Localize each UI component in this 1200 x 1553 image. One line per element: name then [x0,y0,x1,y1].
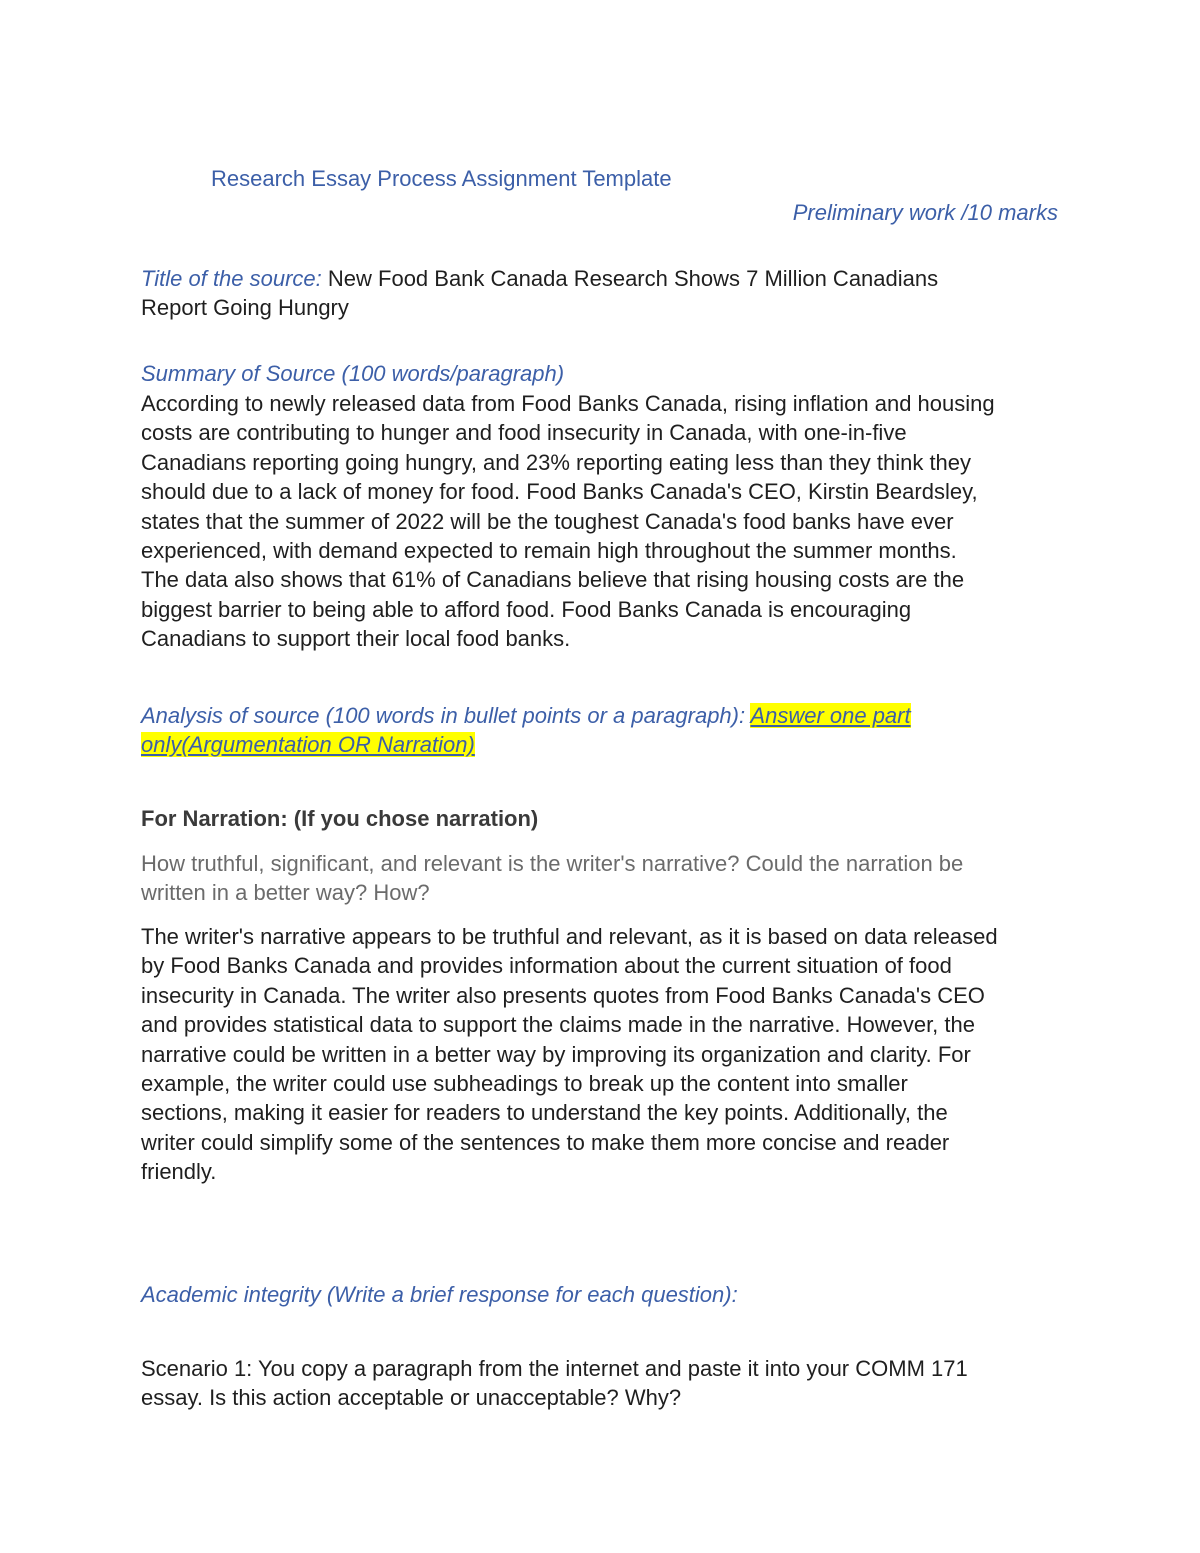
analysis-heading-line2 [141,730,475,759]
source-title-value: New Food Bank Canada Research Shows 7 Million Canadians [321,266,939,291]
document-title: Research Essay Process Assignment Template [211,166,672,191]
narration-question-line2: written in a better way? How? [141,880,430,905]
summary-line: costs are contributing to hunger and food insecurity in Canada, with one-in-five [141,420,907,446]
summary-line: should due to a lack of money for food. Food Banks Canada's CEO, Kirstin Beardsley, [141,479,978,505]
summary-line: biggest barrier to being able to afford food. Food Banks Canada is encouraging [141,596,912,622]
narration-answer-line: writer could simplify some of the sentences to make them more concise and reader [141,1129,950,1155]
narration-question-line1: How truthful, significant, and relevant is the writer's narrative? Could the narration be [141,851,964,876]
narration-answer-line: The writer's narrative appears to be truthful and relevant, as it is based on data released [141,924,998,949]
analysis-highlight-1: Answer one part [750,703,911,728]
source-title-line [141,264,938,293]
analysis-heading: Analysis of source (100 words in bullet points or a paragraph): [141,703,746,728]
summary-line: Canadians reporting going hungry, and 23% reporting eating less than they think they [141,449,972,475]
marks-label: Preliminary work /10 marks [792,200,1058,225]
scenario1-line1: Scenario 1: You copy a paragraph from the internet and paste it into your COMM 171 [141,1356,968,1381]
summary-line: states that the summer of 2022 will be the toughest Canada's food banks have ever [141,508,954,534]
summary-line: Canadians to support their local food banks. [141,626,571,652]
analysis-heading-line [141,701,911,730]
summary-line: experienced, with demand expected to remain high throughout the summer months. [141,538,957,564]
narration-answer-line: insecurity in Canada. The writer also presents quotes from Food Banks Canada's CEO [141,982,985,1008]
source-title-label: Title of the source: [141,266,322,291]
scenario1-line2: essay. Is this action acceptable or unacceptable? Why? [141,1385,682,1410]
narration-answer-paragraph [141,922,1071,1187]
narration-answer-line: by Food Banks Canada and provides information about the current situation of food [141,953,952,979]
narration-answer-line: narrative could be written in a better way by improving its organization and clarity. For [141,1041,971,1067]
summary-paragraph [141,389,1071,654]
summary-line: The data also shows that 61% of Canadians believe that rising housing costs are the [141,567,965,593]
integrity-heading: Academic integrity (Write a brief response for each question): [141,1282,738,1307]
summary-line: According to newly released data from Food Banks Canada, rising inflation and housing [141,391,995,416]
narration-heading: For Narration: (If you chose narration) [141,806,539,831]
narration-answer-line: and provides statistical data to support the claims made in the narrative. However, the [141,1012,975,1038]
summary-heading: Summary of Source (100 words/paragraph) [141,361,565,386]
narration-answer-line: example, the writer could use subheadings to break up the content into smaller [141,1071,908,1097]
narration-answer-line: sections, making it easier for readers to understand the key points. Additionally, the [141,1100,948,1126]
narration-answer-line: friendly. [141,1159,217,1185]
analysis-highlight-2: only(Argumentation OR Narration) [141,732,475,757]
source-title-value-line2: Report Going Hungry [141,295,349,320]
